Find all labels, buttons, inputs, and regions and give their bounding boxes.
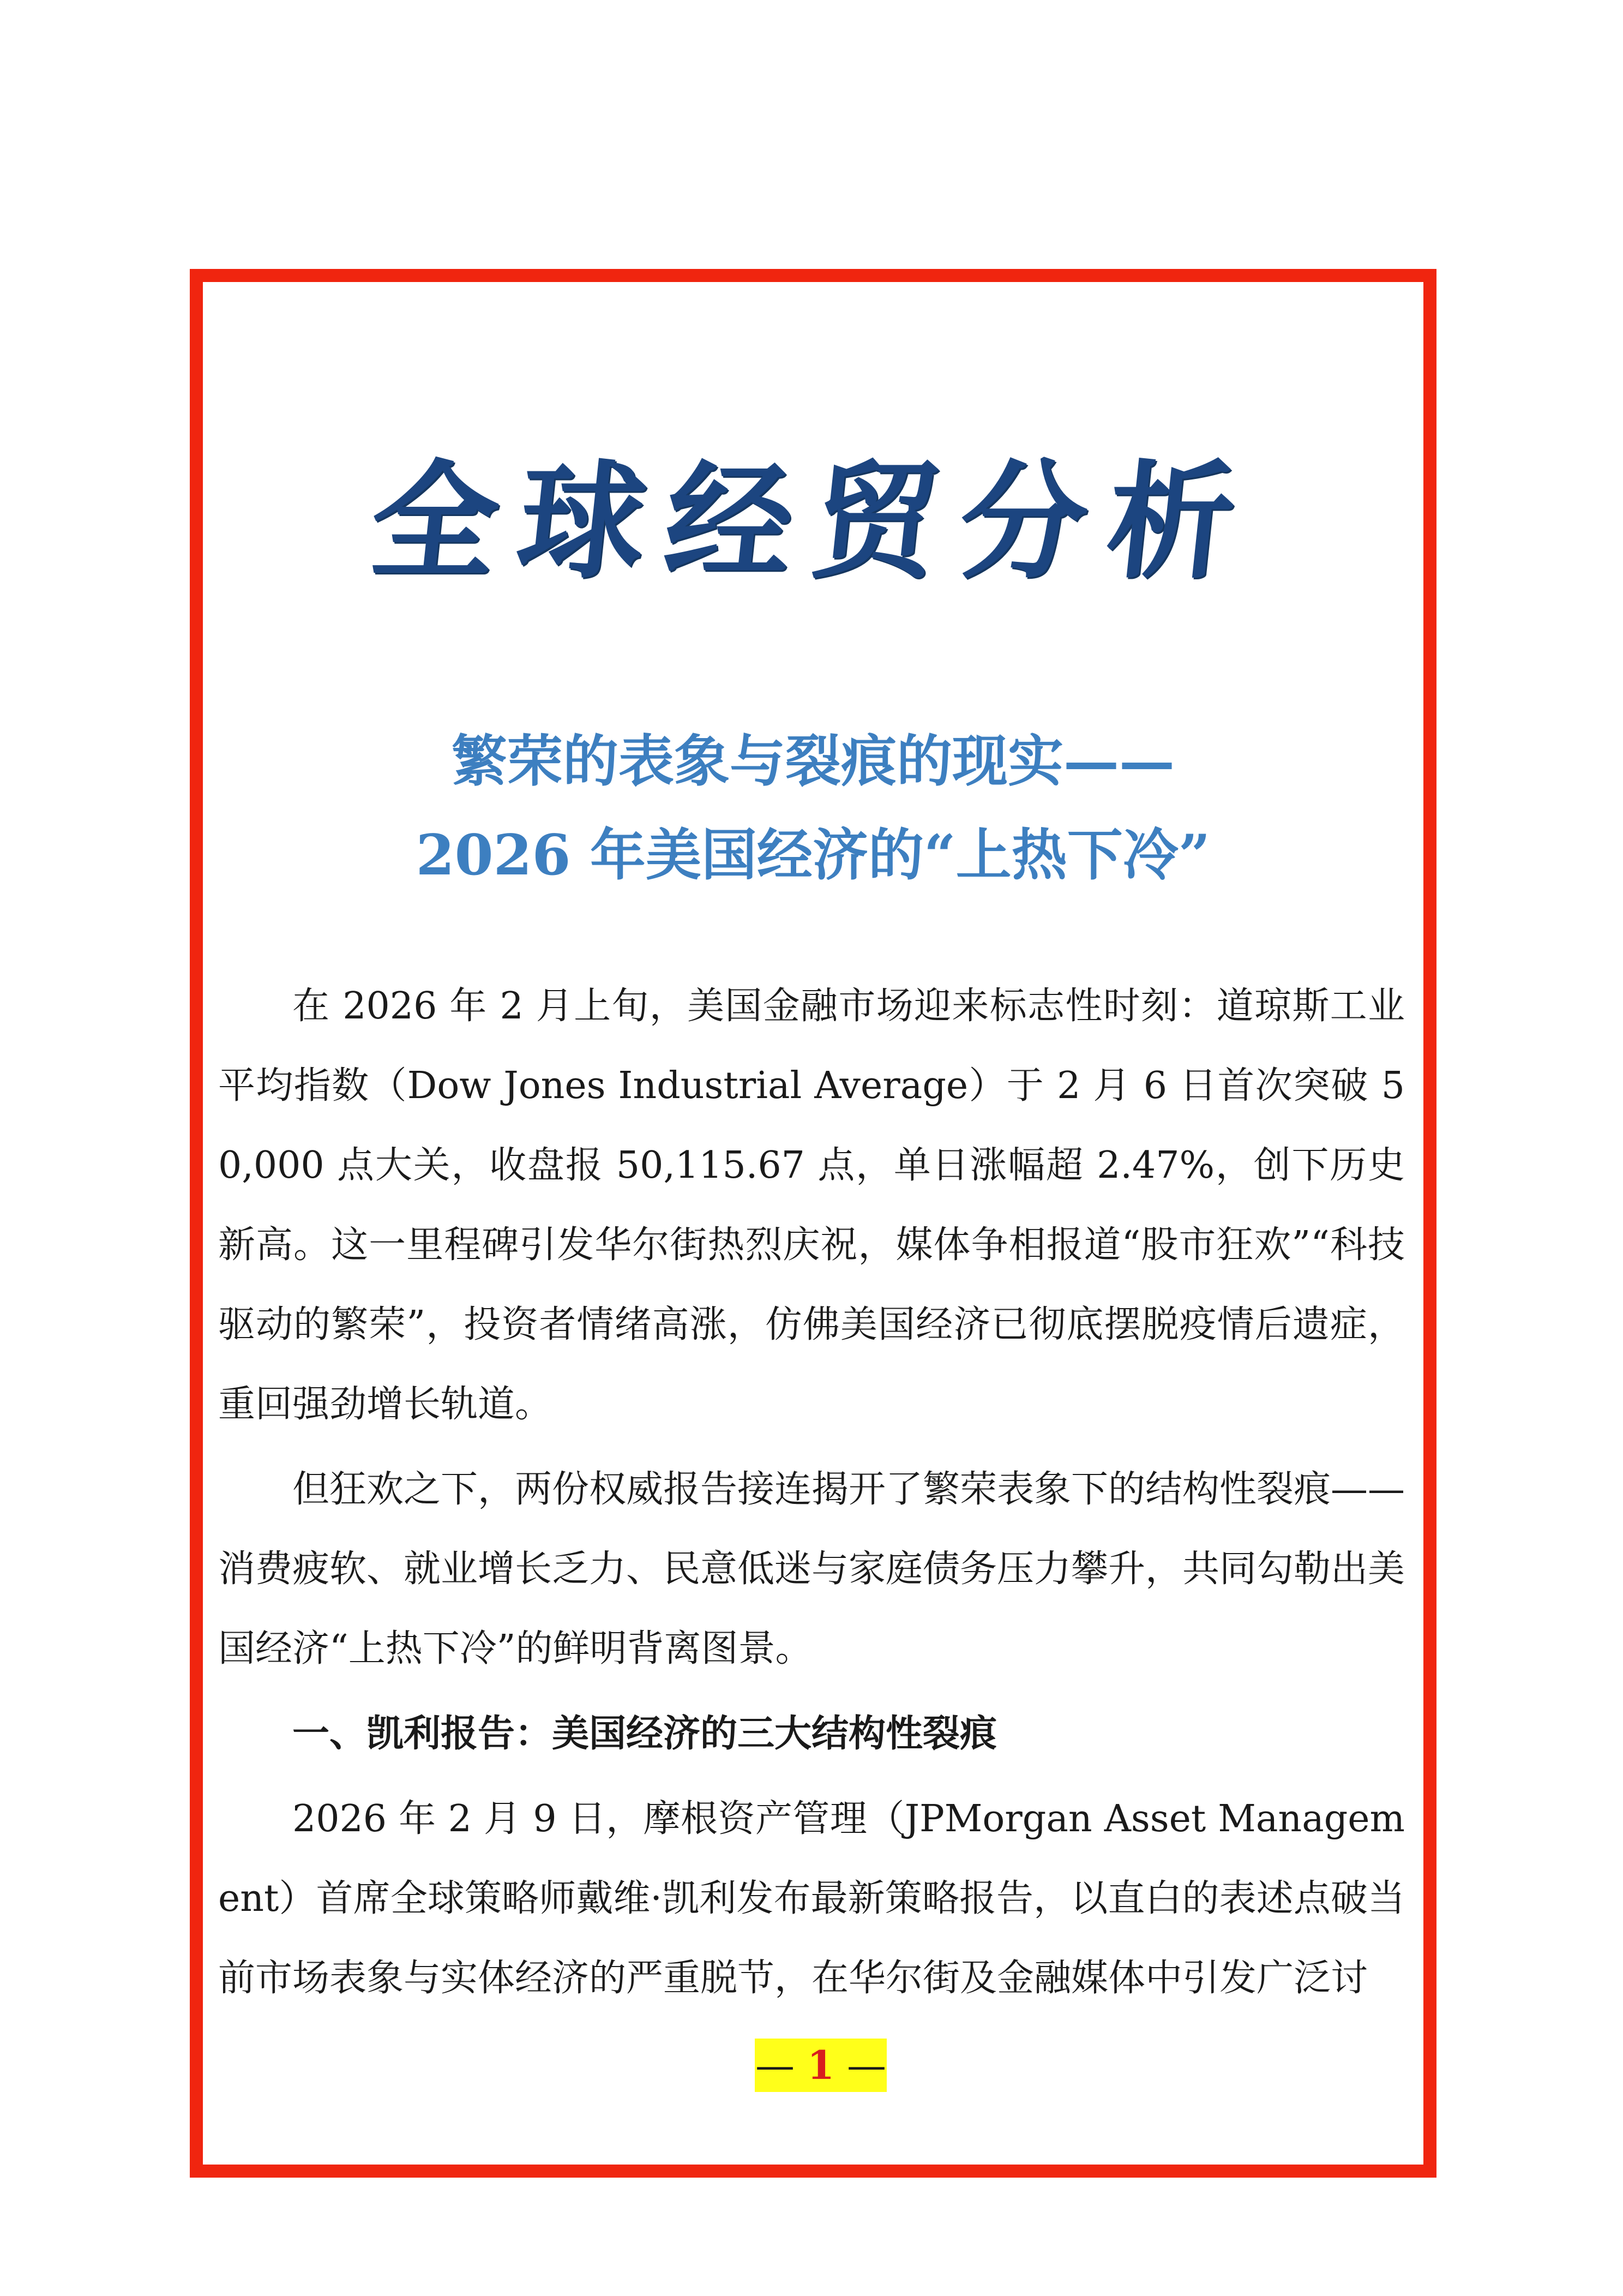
page-number [755,2039,887,2092]
page-number-value: 1 [807,2042,835,2088]
masthead-title: 全球经贸分析 [363,447,1263,596]
page-number-right-dash: — [846,2042,886,2088]
paragraph-1: 在 2026 年 2 月上旬，美国金融市场迎来标志性时刻：道琼斯工业平均指数（Dow Jones Industrial Average）于 2 月 6 日首次突破 50,000 点大关，收盘报 50,115.67 点，单日涨幅超 2.47%，创下历史新高。这一里程碑引发华尔街热烈庆祝，媒体争相报道“股市狂欢”“科技驱动的繁荣”，投资者情绪高涨，仿佛美国经济已彻底摆脱疫情后遗症，重回强劲增长轨道。 [218,985,1405,1426]
section-heading: 一、凯利报告：美国经济的三大结构性裂痕 [292,1712,997,1755]
article-body [218,967,1405,2024]
paragraph-2: 但狂欢之下，两份权威报告接连揭开了繁荣表象下的结构性裂痕——消费疲软、就业增长乏力、民意低迷与家庭债务压力攀升，共同勾勒出美国经济“上热下冷”的鲜明背离图景。 [218,1468,1405,1670]
paragraph-3: 2026 年 2 月 9 日，摩根资产管理（JPMorgan Asset Management）首席全球策略师戴维·凯利发布最新策略报告，以直白的表述点破当前市场表象与实体经济的严重脱节，在华尔街及金融媒体中引发广泛讨 [218,1797,1405,2000]
page-number-left-dash: — [755,2042,795,2088]
article-headline [190,715,1436,902]
headline-line-2: 2026 年美国经济的“上热下冷” [416,823,1211,888]
headline-line-1: 繁荣的表象与裂痕的现实—— [452,729,1175,794]
